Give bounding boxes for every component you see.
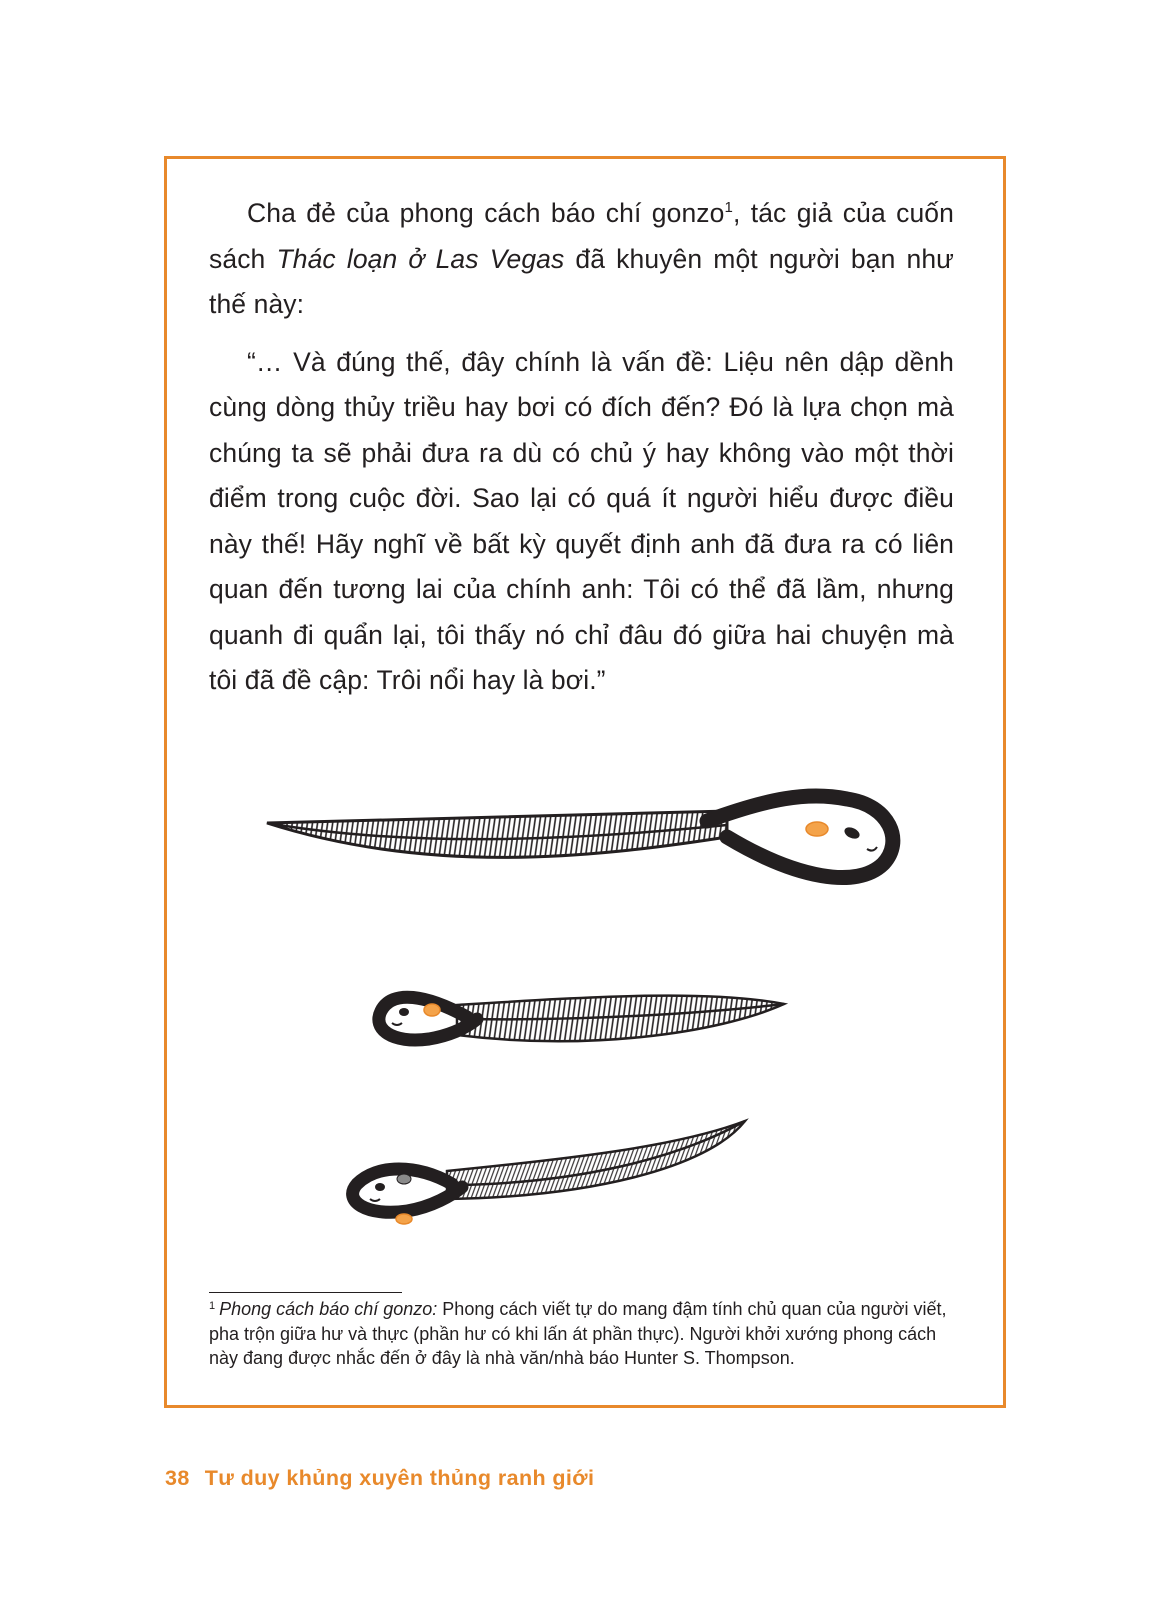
footnote-text: Phong cách viết tự do mang đậm tính chủ quan của người viết, pha trộn giữa hư và thực (phần hư có khi lấn át phần thực). Người khởi xướng phong cách này đang được nhắc đến ở đây là nhà văn/nhà báo Hunter S. Thompson. [209, 1299, 947, 1368]
page-number: 38 [165, 1466, 190, 1490]
footnote-marker: 1 [209, 1300, 216, 1312]
running-title: Tư duy khủng xuyên thủng ranh giới [204, 1466, 595, 1490]
swimmer-small-grey-spot [397, 1174, 411, 1184]
swimmer-large-eye [843, 825, 862, 841]
intro-text-end: đã khuyên một người bạn như thế này: [209, 243, 954, 319]
content-box [164, 156, 1006, 1408]
main-text [209, 191, 954, 704]
swimmer-large [267, 796, 893, 878]
footnote [209, 1297, 954, 1371]
swimmer-medium [379, 996, 784, 1042]
footnote-term: Phong cách báo chí gonzo: [219, 1299, 438, 1319]
paragraph-intro [209, 191, 954, 328]
swimmer-small [353, 1121, 745, 1224]
quote-paragraph: “… Và đúng thế, đây chính là vấn đề: Liệu nên dập dềnh cùng dòng thủy triều hay bơi có đích đến? Đó là lựa chọn mà chúng ta sẽ phải đưa ra dù có chủ ý hay không vào một thời điểm trong cuộc đời. Sao lại có quá ít người hiểu được điều này thế! Hãy nghĩ về bất kỳ quyết định anh đã đưa ra có liên quan đến tương lai của chính anh: Tôi có thể đã lầm, nhưng quanh đi quẩn lại, tôi thấy nó chỉ đâu đó giữa hai chuyện mà tôi đã đề cập: Trôi nổi hay là bơi.” [209, 346, 954, 695]
intro-text: Cha đẻ của phong cách báo chí gonzo [247, 198, 725, 228]
swimmer-small-eye [375, 1183, 385, 1191]
book-title: Thác loạn ở Las Vegas [276, 243, 565, 274]
footnote-reference: 1 [724, 199, 733, 216]
swimmer-medium-eye [399, 1008, 409, 1016]
swimmer-large-orange-spot [806, 822, 828, 836]
page-footer [165, 1466, 594, 1491]
swimmer-medium-orange-spot [424, 1004, 440, 1016]
intro-text-cont: , tác giả của cuốn sách [209, 198, 954, 274]
footnote-rule [209, 1292, 402, 1293]
swimmer-small-orange-spot [396, 1214, 412, 1224]
